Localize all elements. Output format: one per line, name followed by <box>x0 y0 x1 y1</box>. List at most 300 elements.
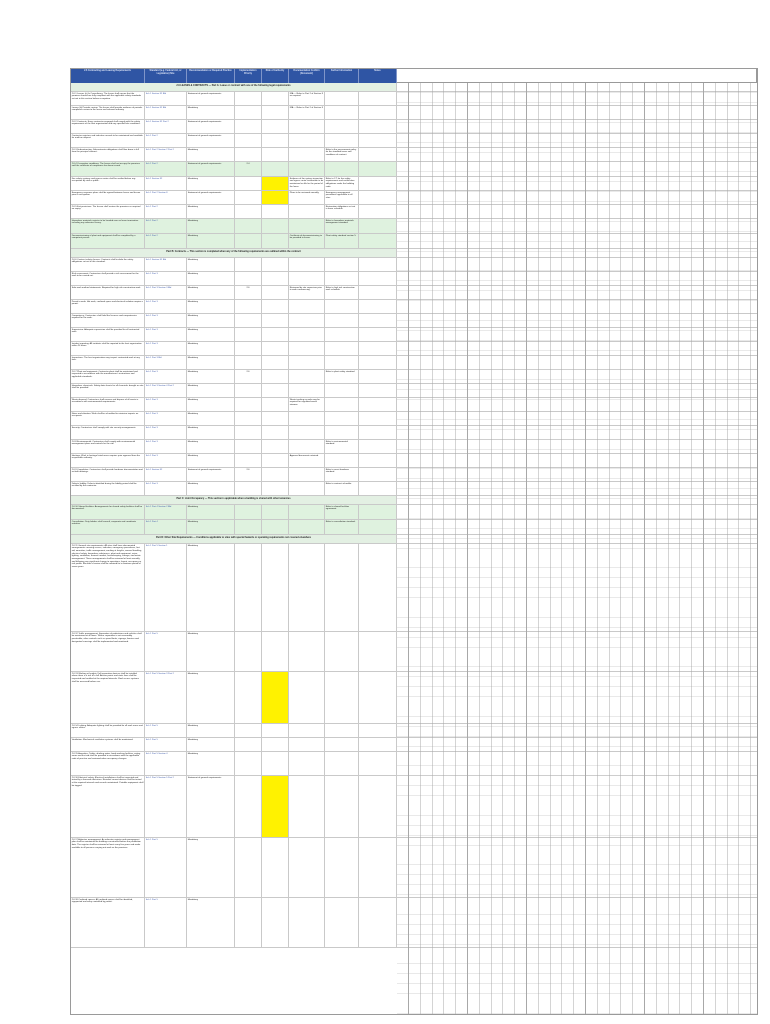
documentation-cell <box>289 482 325 495</box>
authority-cell <box>262 370 289 383</box>
requirement-cell: 2.6.18 Confined spaces: All confined spaces shall be identified, signposted and entry controlled by permit. <box>71 898 145 947</box>
table-row <box>71 162 757 177</box>
standard-cell: Sch 1 Part 5 Section 5 Part 2 <box>145 776 187 837</box>
recommendation-cell: Statement of general requirements <box>187 468 235 481</box>
notes-cell <box>359 134 397 147</box>
table-row <box>71 356 757 370</box>
requirement-cell: 2.6.1 Leases (a) In Consultancy: The lessor shall ensure that the premises leased are fully compliant with the applicable safety standards set out in this section before occupation. <box>71 92 145 105</box>
table-row <box>71 92 757 106</box>
standard-cell: Sch 1 Part 3 <box>145 426 187 439</box>
priority-cell <box>235 314 262 327</box>
authority-cell <box>262 440 289 453</box>
table-row <box>71 234 757 249</box>
authority-cell <box>262 148 289 161</box>
further-info-cell <box>325 398 359 411</box>
notes-cell <box>359 370 397 383</box>
requirement-cell: Contractor registers and induction records to be maintained and available for audit on request. <box>71 134 145 147</box>
documentation-cell <box>289 672 325 723</box>
further-info-cell: Refer to asset handover standard. <box>325 468 359 481</box>
further-info-cell <box>325 356 359 369</box>
priority-cell <box>235 898 262 947</box>
authority-cell <box>262 482 289 495</box>
table-row <box>71 898 757 948</box>
authority-cell <box>262 134 289 147</box>
recommendation-cell: Mandatory <box>187 426 235 439</box>
notes-cell <box>359 219 397 233</box>
notes-cell <box>359 384 397 397</box>
recommendation-cell: Mandatory <box>187 672 235 723</box>
priority-cell <box>235 838 262 897</box>
standard-cell: Sch 1 Section 32 Part 2 <box>145 120 187 133</box>
authority-cell <box>262 258 289 271</box>
table-row <box>71 838 757 898</box>
priority-cell <box>235 632 262 671</box>
further-info-cell <box>325 258 359 271</box>
notes-cell <box>359 752 397 775</box>
requirement-cell: 2.6.14 Lighting: Adequate lighting shall be provided for all work areas and egress routes. <box>71 724 145 737</box>
standard-cell: Sch 1 Part 3 <box>145 482 187 495</box>
table-row <box>71 412 757 426</box>
notes-cell <box>359 148 397 161</box>
priority-cell <box>235 134 262 147</box>
documentation-cell: Plans to be reviewed annually. <box>289 191 325 204</box>
priority-cell <box>235 426 262 439</box>
documentation-cell <box>289 120 325 133</box>
notes-cell <box>359 328 397 341</box>
requirement-cell: Safe work method statements: Required for high risk construction work. <box>71 286 145 299</box>
requirement-cell: 2.6.9 Completion: Contractors shall provide handover documentation and as-built drawings. <box>71 468 145 481</box>
recommendation-cell: Mandatory <box>187 286 235 299</box>
authority-cell <box>262 544 289 631</box>
priority-cell <box>235 505 262 519</box>
notes-cell <box>359 724 397 737</box>
priority-cell <box>235 412 262 425</box>
table-row <box>71 632 757 672</box>
recommendation-cell: Mandatory <box>187 454 235 467</box>
table-body <box>71 83 757 948</box>
header-priority: Implementation Priority <box>235 69 262 83</box>
priority-cell <box>235 120 262 133</box>
notes-cell <box>359 454 397 467</box>
recommendation-cell: Mandatory <box>187 106 235 119</box>
requirement-cell: 2.6.7 Plant and equipment: Contractor plant shall be maintained and inspected in accordance with the manufacturer's instructions and applicable standards. <box>71 370 145 383</box>
further-info-cell: Refer to the procurement policy for the standard terms and conditions of contract. <box>325 148 359 161</box>
recommendation-cell: Statement of general requirements <box>187 162 235 176</box>
documentation-cell <box>289 134 325 147</box>
requirement-cell: 2.6.2 Contracts: Every contractor engaged shall comply with the safety requirements of the host organisation and any specified site conditions. <box>71 120 145 133</box>
requirement-cell: Noise and vibration: Work shall be scheduled to minimise impacts on occupants. <box>71 412 145 425</box>
requirement-cell: 2.6.11 General site requirements: All sites shall have documented arrangements covering access, induction, emergency procedures, first aid, amenities, traffic management, working at heights, manual handling, electrical safety, hazardous substances, plant and equipment, noise, lighting, ventilation, thermal comfort, housekeeping, storage, and waste management. These arrangements shall be reviewed at least annually and following any significant change to operations, layout, occupancy or risk profile. Records of review shall be retained for a minimum period of seven years. <box>71 544 145 631</box>
standard-cell: Sch 1 Part 3 <box>145 314 187 327</box>
priority-cell <box>235 106 262 119</box>
notes-cell <box>359 258 397 271</box>
table-row <box>71 342 757 356</box>
priority-cell <box>235 398 262 411</box>
table-row <box>71 328 757 342</box>
priority-cell <box>235 544 262 631</box>
authority-cell <box>262 838 289 897</box>
table-row <box>71 752 757 776</box>
priority-cell <box>235 219 262 233</box>
requirement-cell: Hazardous materials register to be handed over on lease termination including any asbestos survey. <box>71 219 145 233</box>
priority-cell <box>235 520 262 534</box>
authority-cell <box>262 234 289 248</box>
recommendation-cell: Mandatory <box>187 177 235 190</box>
priority-cell <box>235 752 262 775</box>
requirement-cell: Fire safety systems and egress routes shall be verified before any occupation by staff or public. <box>71 177 145 190</box>
requirement-cell: 2.6.15 Amenities: Toilets, drinking water, hand washing facilities, eating areas and first aid shall be provided in accordance with the applicable code of practice and reviewed when occupancy changes. <box>71 752 145 775</box>
authority-cell <box>262 106 289 119</box>
notes-cell <box>359 898 397 947</box>
further-info-cell <box>325 106 359 119</box>
further-info-cell <box>325 426 359 439</box>
requirement-cell: Leases (b) Periodic review: The lessee shall provide evidence of periodic compliance review to the lessor and relevant authority. <box>71 106 145 119</box>
documentation-cell <box>289 356 325 369</box>
priority-cell <box>235 776 262 837</box>
requirement-cell: Heritage: Work in heritage listed areas requires prior approval from the responsible authority. <box>71 454 145 467</box>
notes-cell <box>359 440 397 453</box>
authority-cell <box>262 468 289 481</box>
notes-cell <box>359 177 397 190</box>
further-info-cell <box>325 454 359 467</box>
notes-cell <box>359 106 397 119</box>
table-row <box>71 300 757 314</box>
recommendation-cell: Mandatory <box>187 300 235 313</box>
notes-cell <box>359 205 397 218</box>
documentation-cell <box>289 314 325 327</box>
notes-cell <box>359 632 397 671</box>
documentation-cell <box>289 898 325 947</box>
standard-cell: Sch 1 Part 3 Section 3 Bld <box>145 286 187 299</box>
authority-cell <box>262 384 289 397</box>
further-info-cell <box>325 384 359 397</box>
table-row <box>71 398 757 412</box>
further-info-cell <box>325 300 359 313</box>
authority-cell <box>262 92 289 105</box>
documentation-cell <box>289 148 325 161</box>
standard-cell: Sch 1 Part 5 <box>145 838 187 897</box>
authority-cell <box>262 286 289 299</box>
authority-cell <box>262 412 289 425</box>
recommendation-cell: Mandatory <box>187 328 235 341</box>
section-title: 2.6 LEASES & CONTRACTS — Part A: Lease or contract with one of the following legal requirements <box>176 83 291 87</box>
table-row <box>71 314 757 328</box>
notes-cell <box>359 505 397 519</box>
requirement-cell: Hazardous chemicals: Safety data sheets for all chemicals brought on site shall be provided. <box>71 384 145 397</box>
documentation-cell: Certificate of decommissioning to be provided to lessor. <box>289 234 325 248</box>
requirement-cell: 2.6.12 Traffic management: Separation of pedestrians and vehicles shall be maintained at all times. Where separation is not reasonably practicable, other controls such as speed limits, signage, barriers and designated crossings shall be implemented and monitored. <box>71 632 145 671</box>
authority-cell <box>262 120 289 133</box>
further-info-cell: Plant safety standard section 5. <box>325 234 359 248</box>
recommendation-cell: Mandatory <box>187 384 235 397</box>
recommendation-cell: Mandatory <box>187 398 235 411</box>
documentation-cell <box>289 738 325 751</box>
documentation-cell: N/A — Refer to Part 2 of Section 3 as required <box>289 92 325 105</box>
standard-cell: Sch 1 Part 2 <box>145 219 187 233</box>
authority-cell <box>262 672 289 723</box>
documentation-cell <box>289 544 325 631</box>
priority-cell <box>235 384 262 397</box>
documentation-cell <box>289 520 325 534</box>
further-info-cell <box>325 162 359 176</box>
table-row <box>71 468 757 482</box>
requirement-cell: 2.6.6 Contract safety clauses: Contracts shall include the safety obligations set out in this standard. <box>71 258 145 271</box>
standard-cell: Sch 1 Part 5 <box>145 724 187 737</box>
notes-cell <box>359 191 397 204</box>
authority-cell <box>262 191 289 204</box>
documentation-cell <box>289 752 325 775</box>
recommendation-cell: Mandatory <box>187 370 235 383</box>
standard-cell: Sch 1 Part 3 <box>145 300 187 313</box>
further-info-cell <box>325 738 359 751</box>
header-notes: Notes <box>359 69 397 83</box>
table-row <box>71 672 757 724</box>
authority-cell <box>262 177 289 190</box>
standard-cell: Sch 1 Section 32 Bld <box>145 92 187 105</box>
standard-cell: Sch 1 Part 3 <box>145 412 187 425</box>
priority-cell <box>235 356 262 369</box>
documentation-cell <box>289 440 325 453</box>
notes-cell <box>359 398 397 411</box>
priority-cell: 2.6 <box>235 468 262 481</box>
requirement-cell: Ventilation: Mechanical ventilation systems shall be maintained. <box>71 738 145 751</box>
recommendation-cell: Mandatory <box>187 314 235 327</box>
table-row <box>71 120 757 134</box>
standard-cell: Sch 1 Part 5 Section 3 Part 2 <box>145 672 187 723</box>
requirement-cell: Incident reporting: All incidents shall be reported to the host organisation within 24 hours. <box>71 342 145 355</box>
recommendation-cell: Statement of general requirements <box>187 92 235 105</box>
standard-cell: Sch 1 Part 3 <box>145 440 187 453</box>
documentation-cell: Evidence of fire system inspection and egress route certification to be maintained on file for the period of the lease. <box>289 177 325 190</box>
requirement-cell: 2.6.8 Environmental: Contractors shall comply with environmental management plans and controls for the site. <box>71 440 145 453</box>
section-header-row <box>71 249 757 258</box>
documentation-cell: Approval documents retained. <box>289 454 325 467</box>
priority-cell <box>235 234 262 248</box>
recommendation-cell: Mandatory <box>187 440 235 453</box>
recommendation-cell: Mandatory <box>187 148 235 161</box>
standard-cell: Sch 1 Part 2 <box>145 162 187 176</box>
notes-cell <box>359 776 397 837</box>
table-row <box>71 454 757 468</box>
documentation-cell <box>289 300 325 313</box>
notes-cell <box>359 272 397 285</box>
documentation-cell: N/A — Refer to Part 2 of Section 3 <box>289 106 325 119</box>
recommendation-cell: Mandatory <box>187 724 235 737</box>
priority-cell <box>235 258 262 271</box>
authority-cell <box>262 314 289 327</box>
recommendation-cell: Mandatory <box>187 838 235 897</box>
further-info-cell <box>325 632 359 671</box>
requirement-cell: Inspections: The host organisation may inspect contracted work at any time. <box>71 356 145 369</box>
recommendation-cell: Mandatory <box>187 738 235 751</box>
standard-cell: Sch 1 Part 5 <box>145 898 187 947</box>
authority-cell <box>262 272 289 285</box>
further-info-cell: Emergency management procedures applicable to all sites. <box>325 191 359 204</box>
requirement-cell: Supervision: Adequate supervision shall be provided for all contracted work. <box>71 328 145 341</box>
header-standard: Standard (e.g. Federal Act, or Legislation) Site <box>145 69 187 83</box>
standard-cell: Sch 1 Part 3 Section 4 Part 2 <box>145 384 187 397</box>
recommendation-cell: Mandatory <box>187 272 235 285</box>
recommendation-cell: Statement of general requirements <box>187 134 235 147</box>
standard-cell: Sch 1 Section 32 <box>145 468 187 481</box>
requirement-cell: 2.6.17 Asbestos management: An asbestos register and management plan shall be maintained for buildings constructed before the prohibition date. The register shall be reviewed at least every five years and made available to all persons carrying out work on the premises. <box>71 838 145 897</box>
priority-cell <box>235 328 262 341</box>
section-header-row <box>71 83 757 92</box>
standard-cell: Sch 1 Part 3 <box>145 342 187 355</box>
further-info-cell <box>325 672 359 723</box>
authority-cell <box>262 356 289 369</box>
header-further-info: Further Information <box>325 69 359 83</box>
notes-cell <box>359 838 397 897</box>
notes-cell <box>359 162 397 176</box>
authority-cell <box>262 898 289 947</box>
requirement-cell: Decommissioning of plant and equipment shall be completed by a competent person. <box>71 234 145 248</box>
further-info-cell <box>325 272 359 285</box>
documentation-cell <box>289 272 325 285</box>
priority-cell <box>235 482 262 495</box>
priority-cell <box>235 724 262 737</box>
notes-cell <box>359 412 397 425</box>
notes-cell <box>359 300 397 313</box>
documentation-cell <box>289 426 325 439</box>
notes-cell <box>359 342 397 355</box>
header-requirement: 2.6 Contracting and Leasing Requirements <box>71 69 145 83</box>
spreadsheet <box>70 68 758 1015</box>
further-info-cell <box>325 838 359 897</box>
authority-cell <box>262 752 289 775</box>
priority-cell <box>235 148 262 161</box>
table-row <box>71 134 757 148</box>
recommendation-cell: Mandatory <box>187 632 235 671</box>
priority-cell <box>235 272 262 285</box>
table-row <box>71 191 757 205</box>
priority-cell: 2.4 <box>235 162 262 176</box>
notes-cell <box>359 468 397 481</box>
further-info-cell: Restoration obligations set out in lease schedule. <box>325 205 359 218</box>
standard-cell: Sch 1 Part 4 <box>145 520 187 534</box>
priority-cell <box>235 342 262 355</box>
documentation-cell <box>289 776 325 837</box>
table-row <box>71 482 757 496</box>
standard-cell: Sch 1 Part 3 <box>145 398 187 411</box>
documentation-cell <box>289 342 325 355</box>
documentation-cell <box>289 328 325 341</box>
header-documentation: Documentation Confirm (Document) <box>289 69 325 83</box>
recommendation-cell: Mandatory <box>187 520 235 534</box>
section-title: Part C: Joint Occupancy — This section is applicable when a building is shared with other tenancies <box>176 496 291 500</box>
table-row <box>71 272 757 286</box>
table-row <box>71 205 757 219</box>
notes-cell <box>359 314 397 327</box>
notes-cell <box>359 92 397 105</box>
table-row <box>71 426 757 440</box>
header-authority: Role of Authority <box>262 69 289 83</box>
requirement-cell: 2.6.16 Electrical safety: Electrical installations shall be inspected and tested by a licensed electrician. Residual current devices shall be tested at the required intervals and records maintained. Portable equipment shall be tagged. <box>71 776 145 837</box>
header-empty-columns <box>397 69 757 83</box>
requirement-cell: 2.6.3 Subcontracting: Subcontractor obligations shall flow down in full from the principal contract. <box>71 148 145 161</box>
recommendation-cell: Mandatory <box>187 356 235 369</box>
authority-cell <box>262 632 289 671</box>
header-recommendation: Recommendation or Required Practice <box>187 69 235 83</box>
documentation-cell <box>289 468 325 481</box>
authority-cell <box>262 342 289 355</box>
further-info-cell <box>325 544 359 631</box>
documentation-cell <box>289 505 325 519</box>
further-info-cell <box>325 898 359 947</box>
priority-cell <box>235 191 262 204</box>
further-info-cell <box>325 342 359 355</box>
priority-cell <box>235 92 262 105</box>
table-row <box>71 505 757 520</box>
table-row <box>71 440 757 454</box>
header-row <box>71 69 757 83</box>
further-info-cell <box>325 134 359 147</box>
table-row <box>71 384 757 398</box>
documentation-cell <box>289 724 325 737</box>
priority-cell <box>235 454 262 467</box>
table-row <box>71 286 757 300</box>
table-row <box>71 724 757 738</box>
standard-cell: Sch 1 Part 3 Bld <box>145 356 187 369</box>
priority-cell <box>235 300 262 313</box>
requirement-cell: 2.6.5 Exit provisions: The lessee shall restore the premises as required on expiry. <box>71 205 145 218</box>
section-title: Part D: Other Site Requirements — Conditions applicable to sites with special hazards or operating requirements not covered elsewhere <box>156 535 311 539</box>
table-row <box>71 219 757 234</box>
requirement-cell: Waste disposal: Contractors shall remove and dispose of all waste in accordance with environmental requirements. <box>71 398 145 411</box>
further-info-cell: Refer to high risk construction work schedule. <box>325 286 359 299</box>
table-row <box>71 520 757 535</box>
further-info-cell: Refer to shared facilities agreement. <box>325 505 359 519</box>
documentation-cell <box>289 370 325 383</box>
standard-cell: Sch 1 Part 2 Section 2 Part 2 <box>145 148 187 161</box>
notes-cell <box>359 738 397 751</box>
recommendation-cell: Mandatory <box>187 544 235 631</box>
further-info-cell: Refer to 2.7 for fire safety requirements and certification obligations under the building code. <box>325 177 359 190</box>
notes-cell <box>359 672 397 723</box>
authority-cell <box>262 520 289 534</box>
priority-cell <box>235 672 262 723</box>
documentation-cell <box>289 632 325 671</box>
further-info-cell: Refer to hazardous materials management standard. <box>325 219 359 233</box>
standard-cell: Sch 1 Part 2 Section 8 <box>145 191 187 204</box>
further-info-cell <box>325 752 359 775</box>
notes-cell <box>359 482 397 495</box>
further-info-cell: Refer to plant safety standard. <box>325 370 359 383</box>
standard-cell: Sch 1 Part 5 Section 1 <box>145 544 187 631</box>
recommendation-cell: Mandatory <box>187 505 235 519</box>
table-row <box>71 738 757 752</box>
notes-cell <box>359 544 397 631</box>
authority-cell <box>262 205 289 218</box>
notes-cell <box>359 426 397 439</box>
further-info-cell <box>325 776 359 837</box>
requirement-cell: Risk assessment: Contractors shall provide a risk assessment for the work to be carried out. <box>71 272 145 285</box>
documentation-cell <box>289 384 325 397</box>
table-row <box>71 776 757 838</box>
notes-cell <box>359 520 397 534</box>
further-info-cell <box>325 724 359 737</box>
further-info-cell: Refer to contract schedule. <box>325 482 359 495</box>
section-title: Part B: Contracts — This section is completed when any of the following requirements are outlined within the contract <box>166 249 301 253</box>
authority-cell <box>262 219 289 233</box>
documentation-cell <box>289 205 325 218</box>
recommendation-cell: Mandatory <box>187 258 235 271</box>
authority-cell <box>262 328 289 341</box>
documentation-cell <box>289 258 325 271</box>
further-info-cell <box>325 92 359 105</box>
standard-cell: Sch 1 Part 2 <box>145 205 187 218</box>
further-info-cell <box>325 314 359 327</box>
